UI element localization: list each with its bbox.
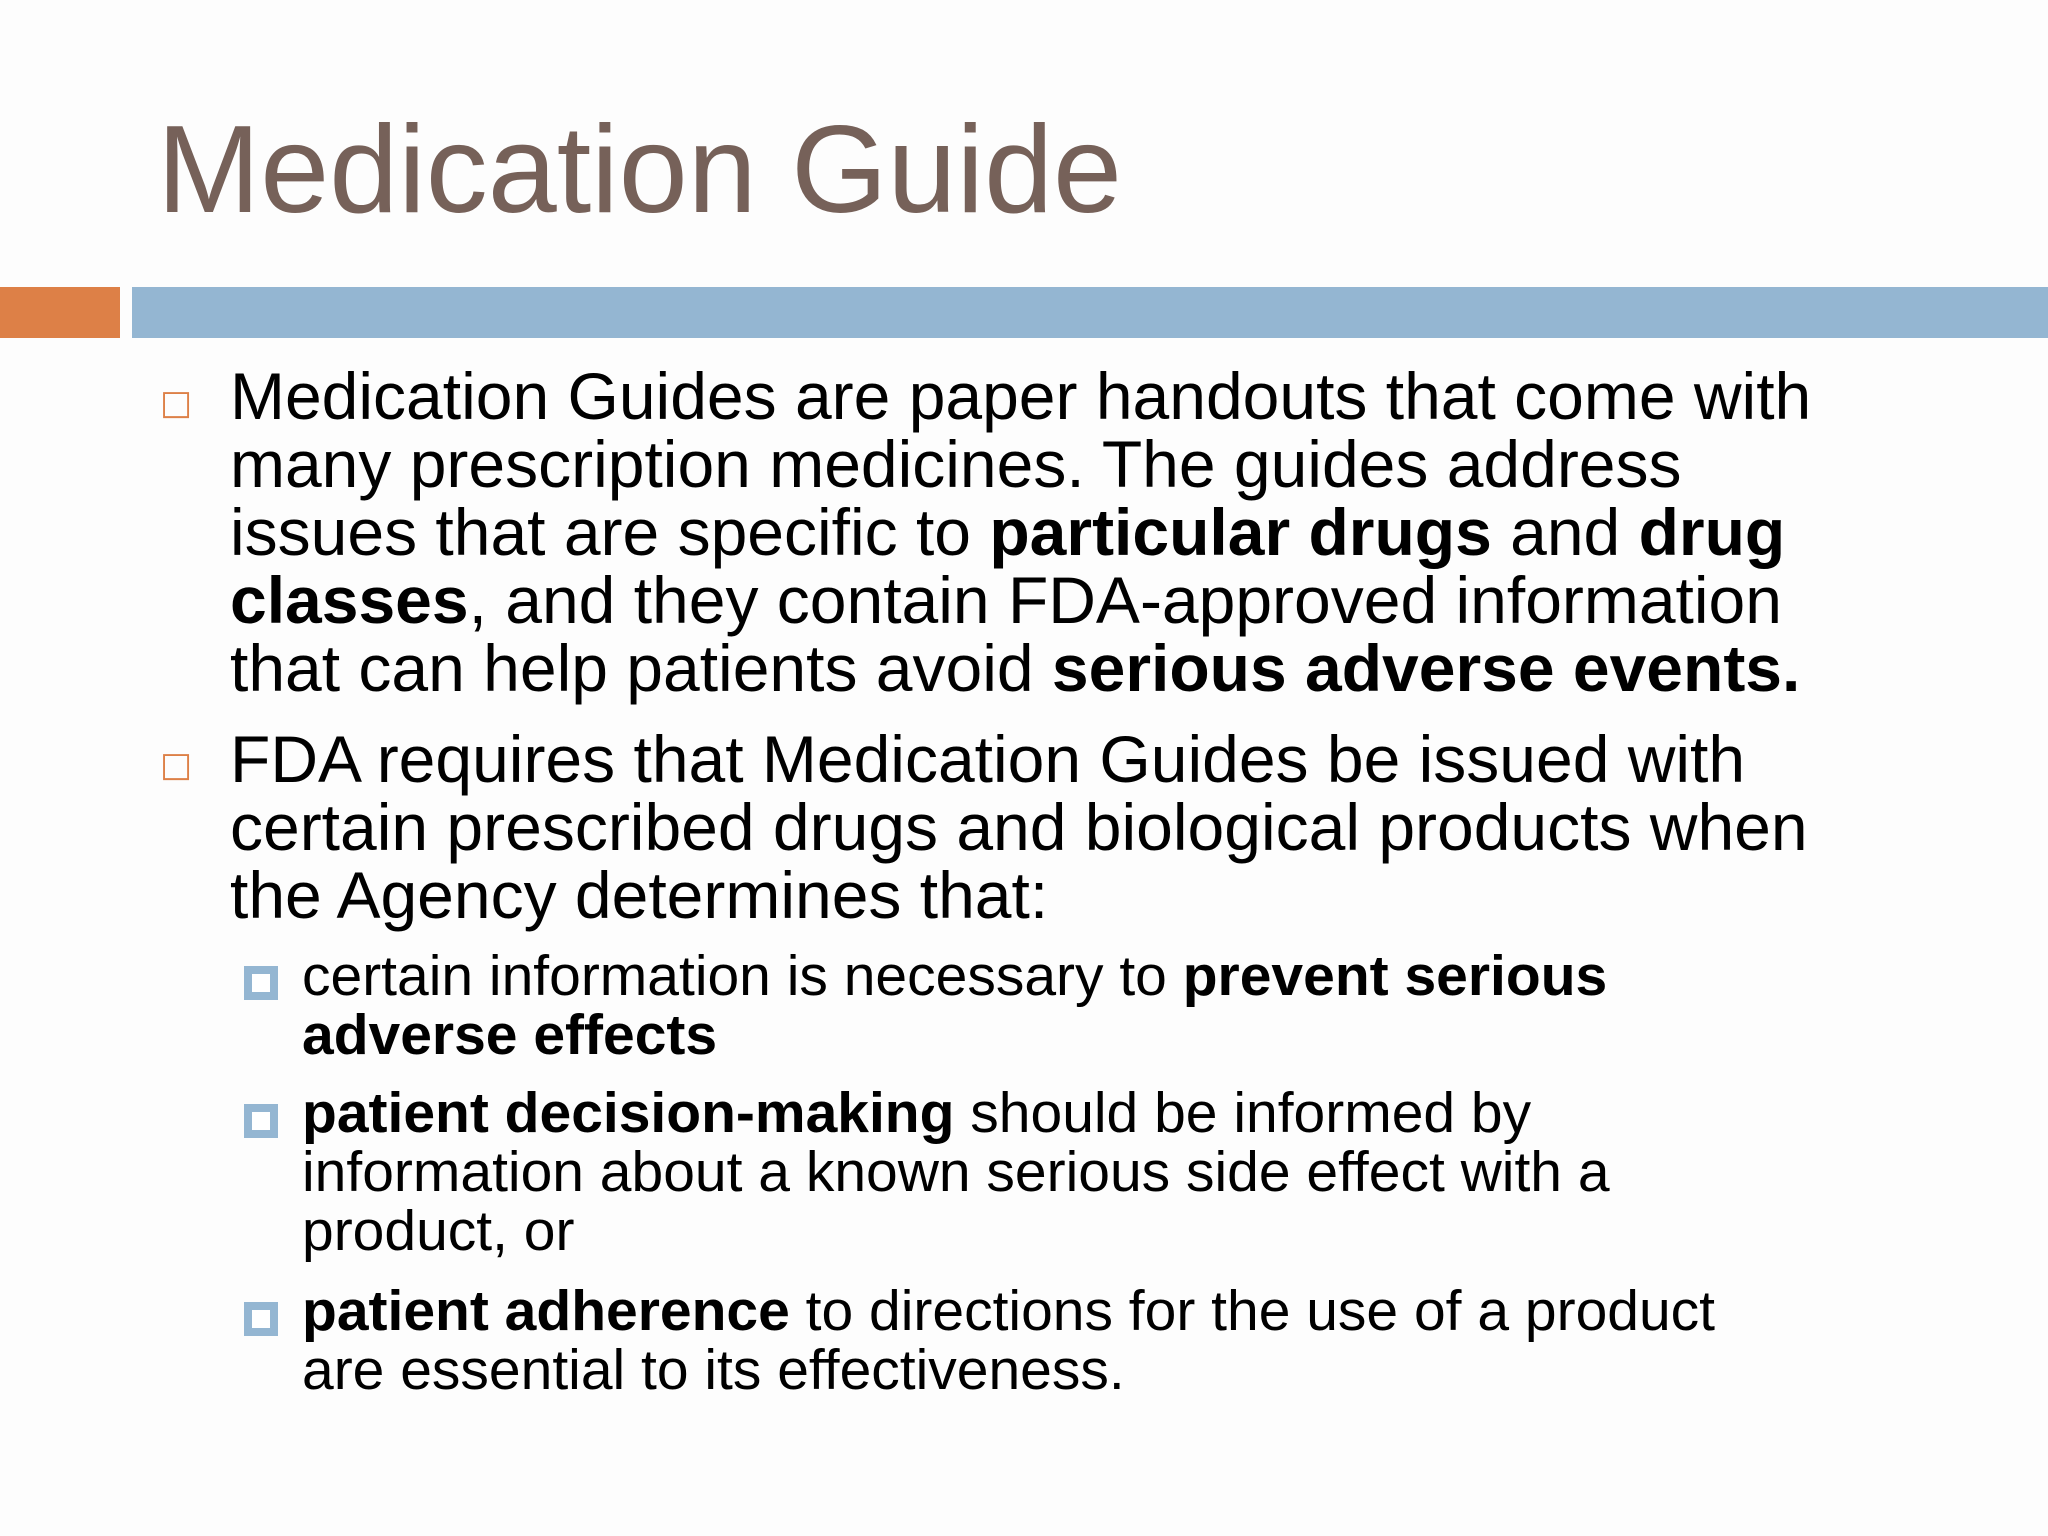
sub-bullet-paragraph bbox=[302, 1279, 2022, 1402]
text: , and they contain FDA-approved information bbox=[468, 563, 1782, 637]
text-line bbox=[302, 1081, 2022, 1145]
text: the Agency determines that: bbox=[230, 858, 1049, 932]
text-line bbox=[302, 1338, 2022, 1402]
sub-bullet-icon bbox=[244, 1104, 278, 1138]
text-line bbox=[302, 1140, 2022, 1204]
bold-text: particular drugs bbox=[989, 495, 1492, 569]
bold-text: serious adverse events. bbox=[1051, 631, 1801, 705]
square-bullet-icon: □ bbox=[160, 383, 193, 423]
text: many prescription medicines. The guides address bbox=[230, 427, 1682, 501]
text: issues that are specific to bbox=[230, 495, 990, 569]
bullet-paragraph bbox=[230, 722, 2010, 932]
text-line bbox=[230, 563, 2010, 637]
text-line bbox=[230, 495, 2010, 569]
square-bullet-icon: □ bbox=[160, 745, 193, 785]
text-line bbox=[230, 858, 2010, 932]
sub-bullet-icon bbox=[244, 966, 278, 1000]
bold-text: patient adherence bbox=[302, 1279, 790, 1343]
title-accent-bar bbox=[0, 287, 120, 338]
title-underline-bar bbox=[132, 287, 2048, 338]
sub-bullet-icon bbox=[244, 1302, 278, 1336]
bold-text: patient decision-making bbox=[302, 1081, 955, 1145]
bold-text: prevent serious bbox=[1182, 944, 1608, 1008]
text: Medication Guides are paper handouts that come with bbox=[230, 359, 1812, 433]
text-line bbox=[302, 1199, 2022, 1263]
text-line bbox=[230, 427, 2010, 501]
text-line bbox=[230, 359, 2010, 433]
bullet-paragraph bbox=[230, 359, 2010, 705]
text: to directions for the use of a product bbox=[789, 1279, 1716, 1343]
text: product, or bbox=[302, 1199, 575, 1263]
text: FDA requires that Medication Guides be issued with bbox=[230, 722, 1746, 796]
text: and bbox=[1491, 495, 1639, 569]
text-line bbox=[302, 944, 2022, 1008]
text-line bbox=[302, 1279, 2022, 1343]
text: certain information is necessary to bbox=[302, 944, 1183, 1008]
text: information about a known serious side effect with a bbox=[302, 1140, 1610, 1204]
slide-title: Medication Guide bbox=[157, 101, 1122, 239]
text-line bbox=[230, 631, 2010, 705]
text-line bbox=[230, 722, 2010, 796]
text: are essential to its effectiveness. bbox=[302, 1338, 1125, 1402]
text-line bbox=[230, 790, 2010, 864]
text: should be informed by bbox=[954, 1081, 1532, 1145]
sub-bullet-paragraph bbox=[302, 1081, 2022, 1263]
text-line bbox=[302, 1003, 2022, 1067]
text: certain prescribed drugs and biological products when bbox=[230, 790, 1808, 864]
text: that can help patients avoid bbox=[230, 631, 1052, 705]
bold-text: classes bbox=[230, 563, 469, 637]
bold-text: adverse effects bbox=[302, 1003, 718, 1067]
sub-bullet-paragraph bbox=[302, 944, 2022, 1067]
bold-text: drug bbox=[1638, 495, 1786, 569]
